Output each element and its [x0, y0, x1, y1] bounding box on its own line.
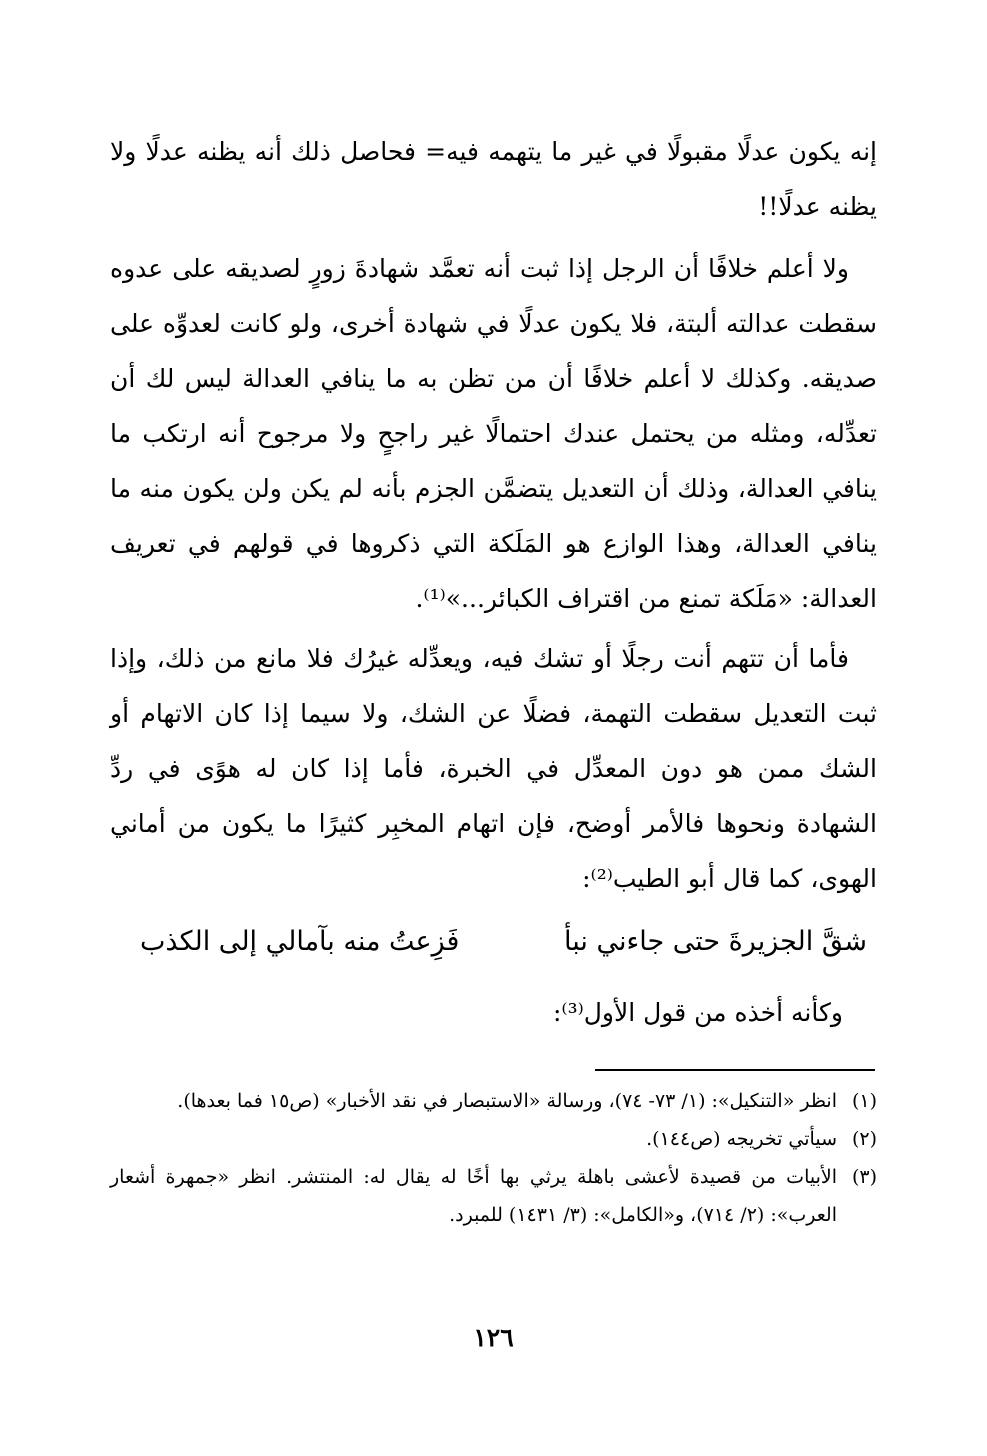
footnote-item: [110, 1082, 877, 1120]
footnote-number: (٣): [851, 1166, 877, 1188]
verse-first-hemistich: شقَّ الجزيرةَ حتى جاءني نبأ: [564, 926, 867, 957]
footnote-text: سيأتي تخريجه (ص١٤٤).: [646, 1128, 837, 1150]
paragraph-continuation: إنه يكون عدلًا مقبولًا في غير ما يتهمه فيه= فحاصل ذلك أنه يظنه عدلًا ولا يظنه عدلًا!!: [110, 137, 877, 221]
footnote-text: الأبيات من قصيدة لأعشى باهلة يرثي بها أخًا له يقال له: المنتشر. انظر «جمهرة أشعار العرب»: (٢/ ٧١٤)، و«الكامل»: (٣/ ١٤٣١) للمبرد.: [110, 1166, 837, 1226]
verse-attribution-line: وكأنه أخذه من قول الأول⁽³⁾:: [552, 998, 843, 1027]
footnote-item: [110, 1120, 877, 1158]
footnote-number: (٢): [851, 1128, 877, 1150]
verse-second-hemistich: فَزِعتُ منه بآمالي إلى الكذب: [140, 926, 460, 957]
paragraph-testimony: ولا أعلم خلافًا أن الرجل إذا ثبت أنه تعمَّد شهادةَ زورٍ لصديقه على عدوه سقطت عدالته ألبتة، فلا يكون عدلًا في شهادة أخرى، ولو كانت لعدوِّه على صديقه. وكذلك لا أعلم خلافًا أن من تظن به ما ينافي العدالة ليس لك أن تعدِّله، ومثله من يحتمل عندك احتمالًا غير راجحٍ ولا مرجوح أنه ارتكب ما ينافي العدالة، وذلك أن التعديل يتضمَّن الجزم بأنه لم يكن ولن يكون منه ما ينافي العدالة، وهذا الوازع هو المَلَكة التي ذكروها في قولهم في تعريف العدالة: «مَلَكة تمنع من اقتراف الكبائر...»⁽¹⁾.: [110, 254, 877, 613]
footnote-number: (١): [851, 1090, 877, 1112]
page-number: ١٢٦: [473, 1323, 514, 1352]
footnote-text: انظر «التنكيل»: (١/ ٧٣- ٧٤)، ورسالة «الاستبصار في نقد الأخبار» (ص١٥ فما بعدها).: [177, 1090, 837, 1112]
footnote-item: [110, 1158, 877, 1234]
poem-verse: [110, 912, 877, 972]
footnotes: [110, 1082, 877, 1234]
paragraph-accusation: فأما أن تتهم أنت رجلًا أو تشك فيه، ويعدِّله غيرُك فلا مانع من ذلك، وإذا ثبت التعديل سقطت التهمة، فضلًا عن الشك، ولا سيما إذا كان الاتهام أو الشك ممن هو دون المعدِّل في الخبرة، فأما إذا كان له هوًى في ردِّ الشهادة ونحوها فالأمر أوضح، فإن اتهام المخبِر كثيرًا ما يكون من أماني الهوى، كما قال أبو الطيب⁽²⁾:: [110, 644, 877, 893]
footnote-separator: [595, 1069, 875, 1071]
